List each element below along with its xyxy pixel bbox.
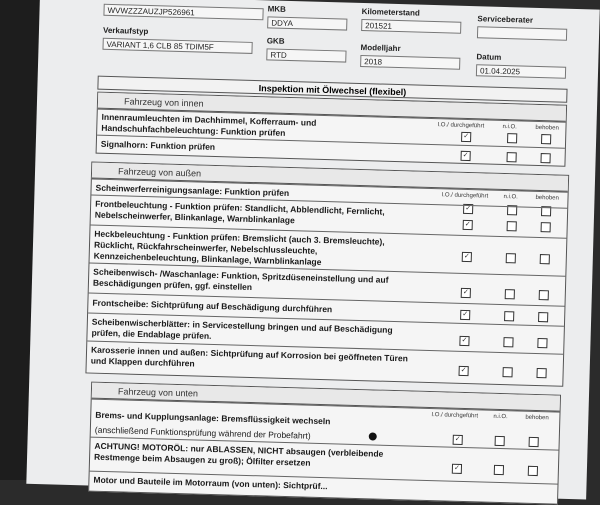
checkbox-fixed[interactable]	[541, 222, 551, 232]
checkbox-done[interactable]	[461, 288, 471, 298]
checkbox-nio[interactable]	[507, 133, 517, 143]
checkbox-done[interactable]	[453, 435, 463, 445]
col-fixed-header: behoben	[535, 194, 559, 202]
checkbox-fixed[interactable]	[529, 437, 539, 447]
checkbox-fixed[interactable]	[539, 290, 549, 300]
col-nio-header: n.i.O.	[493, 413, 508, 421]
checkbox-done[interactable]	[461, 132, 471, 142]
checkbox-nio[interactable]	[494, 465, 504, 475]
page-title: Inspektion mit Ölwechsel (flexibel)	[97, 76, 567, 103]
row-text: Frontscheibe: Sichtprüfung auf Beschädigung durchführen	[92, 297, 333, 315]
row-text: Scheibenwisch- /Waschanlage: Funktion, Spritzdüseneinstellung und auf Beschädigungen prüfen, ggf. einstellen	[92, 266, 389, 293]
row-text: ACHTUNG! MOTORÖL: nur ABLASSEN, NICHT absaugen (verbleibende Restmenge beim Absaugen zu groß); Ölfilter ersetzen	[93, 440, 384, 468]
gkb-label: GKB	[266, 36, 285, 46]
vin-field: WVWZZZAUZJP526961	[103, 4, 263, 20]
row-text: Frontbeleuchtung - Funktion prüfen: Standlicht, Abblendlicht, Fernlicht, Nebelscheinwerfer, Blinkanlage, Warnblinkanlage	[94, 198, 385, 226]
checkbox-nio[interactable]	[504, 311, 514, 321]
checkbox-fixed[interactable]	[528, 466, 538, 476]
checkbox-nio[interactable]	[502, 367, 512, 377]
col-nio-header: n.i.O.	[503, 194, 518, 201]
checkbox-done[interactable]	[462, 252, 472, 262]
row-text: Heckbeleuchtung - Funktion prüfen: Bremslicht (auch 3. Bremsleuchte), Rücklicht, Rückfahrscheinwerfer, Nebelschlussleuchte, Kennzeichenbeleuchtung, Blinkanlage, Warnblinkanlage	[93, 228, 385, 267]
advisor-field	[477, 26, 567, 41]
checkbox-done[interactable]	[459, 336, 469, 346]
row-text: Karosserie innen und außen: Sichtprüfung auf Korrosion bei geöffneten Türen und Klappen durchführen	[90, 344, 408, 369]
checkbox-nio[interactable]	[507, 221, 517, 231]
checkbox-nio[interactable]	[503, 337, 513, 347]
row-text: (anschließend Funktionsprüfung während der Probefahrt)	[94, 424, 311, 441]
col-fixed-header: behoben	[525, 414, 549, 422]
date-label: Datum	[476, 52, 502, 62]
checkbox-fixed[interactable]	[537, 338, 547, 348]
mkb-field: DDYA	[267, 16, 347, 30]
row-text: Signalhorn: Funktion prüfen	[100, 138, 216, 152]
section-underneath	[88, 382, 561, 505]
col-nio-header: n.i.O.	[502, 123, 517, 131]
row-text: Innenraumleuchten im Dachhimmel, Kofferraum- und Handschuhfachbeleuchtung: Funktion prüfen	[101, 111, 317, 138]
section-inside	[96, 92, 568, 167]
section-heading: Fahrzeug von unten	[92, 383, 560, 412]
year-label: Modelljahr	[360, 42, 401, 54]
checkbox-done[interactable]	[459, 366, 469, 376]
checkbox-fixed[interactable]	[540, 254, 550, 264]
col-fixed-header: behoben	[535, 124, 559, 132]
checkbox-nio[interactable]	[505, 289, 515, 299]
row-text: Scheinwerferreinigungsanlage: Funktion prüfen	[95, 182, 290, 199]
checkbox-fixed[interactable]	[540, 153, 550, 163]
type-field: VARIANT 1,6 CLB 85 TDIM5F	[102, 38, 252, 54]
km-field: 201521	[361, 19, 461, 34]
section-heading: Fahrzeug von innen	[98, 93, 566, 122]
year-field: 2018	[360, 55, 460, 70]
checkbox-nio[interactable]	[506, 253, 516, 263]
checkbox-done[interactable]	[460, 310, 470, 320]
col-done-header: I.O./ durchgeführt	[431, 412, 479, 420]
date-field: 01.04.2025	[476, 64, 566, 79]
checkbox-fixed[interactable]	[536, 368, 546, 378]
section-heading: Fahrzeug von außen	[92, 163, 568, 192]
type-label: Verkaufstyp	[102, 25, 149, 37]
checkbox-nio[interactable]	[495, 436, 505, 446]
col-done-header: I.O./ durchgeführt	[441, 192, 489, 200]
checkbox-done[interactable]	[461, 151, 471, 161]
inspection-sheet	[26, 0, 599, 499]
row-text: Brems- und Kupplungsanlage: Bremsflüssigkeit wechseln	[95, 409, 331, 427]
checkbox-done[interactable]	[463, 220, 473, 230]
advisor-label: Serviceberater	[477, 14, 534, 25]
checkbox-nio[interactable]	[506, 152, 516, 162]
km-label: Kilometerstand	[361, 6, 420, 18]
section-outside	[85, 161, 569, 386]
checkbox-done[interactable]	[452, 464, 462, 474]
col-done-header: I.O./ durchgeführt	[437, 122, 485, 130]
checkbox-fixed[interactable]	[538, 312, 548, 322]
checkbox-fixed[interactable]	[541, 134, 551, 144]
row-text: Motor und Bauteile im Motorraum (von unten): Sichtprüf...	[93, 474, 328, 492]
row-text: Scheibenwischerblätter: in Servicestellung bringen und auf Beschädigung prüfen, die Endablage prüfen.	[91, 316, 393, 341]
mkb-label: MKB	[267, 4, 287, 14]
gkb-field: RTD	[266, 48, 346, 62]
